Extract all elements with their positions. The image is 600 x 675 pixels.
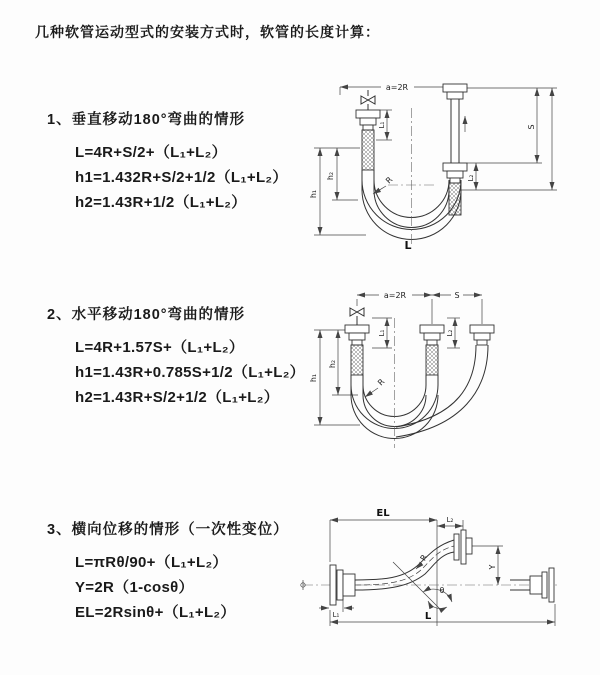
d3-dim-label-l1: L₁: [332, 611, 340, 619]
d1-label-r: R: [384, 175, 395, 186]
formula-s1-h2: h2=1.43R+1/2（L₁+L₂）: [75, 194, 247, 211]
d3-label-r: R: [418, 553, 430, 563]
d1-braided-hose-left: [362, 130, 374, 170]
d2-radius-callout: [365, 377, 387, 397]
d2-braided-hose-left: [351, 345, 363, 375]
diagram-lateral-displacement: [295, 490, 595, 655]
d2-valve-icon: [350, 308, 364, 325]
d1-right-fitting: [443, 84, 467, 215]
d3-dim-label-el: EL: [376, 508, 390, 519]
d1-dim-label-l2: L₂: [467, 174, 475, 182]
diagram-horizontal-180: [300, 280, 590, 465]
d1-dim-label-s: S: [527, 124, 536, 130]
section-2-heading: 2、水平移动180°弯曲的情形: [47, 307, 246, 323]
section-1-heading: 1、垂直移动180°弯曲的情形: [47, 112, 246, 128]
d2-dim-label-l2: L₂: [446, 329, 454, 337]
formula-s1-h1: h1=1.432R+S/2+1/2（L₁+L₂）: [75, 169, 288, 186]
formula-s3-EL: EL=2Rsinθ+（L₁+L₂）: [75, 604, 236, 621]
d3-hose-s-curve: [355, 540, 454, 590]
d3-angle-construction: [393, 562, 452, 610]
d3-dim-label-l: L: [424, 611, 432, 622]
formula-s2-L: L=4R+1.57S+（L₁+L₂）: [75, 339, 245, 356]
diagram-vertical-180: [300, 70, 590, 270]
d2-dim-label-h1: h₁: [309, 373, 318, 383]
d3-dim-label-y: Y: [488, 564, 497, 570]
d3-left-flange: [330, 565, 355, 605]
d1-dim-label-l1: L₁: [378, 121, 386, 129]
d1-dim-label-h1: h₁: [309, 189, 318, 199]
d2-dim-label-a2r: a=2R: [383, 291, 407, 300]
d2-hose-u-bend: [351, 345, 488, 439]
d1-label-l: L: [404, 239, 412, 252]
d3-displaced-flange: [454, 530, 472, 564]
d2-braided-hose-middle: [426, 345, 438, 375]
section-lateral-displacement: [47, 518, 289, 626]
d3-dim-label-l2: L₂: [446, 516, 454, 524]
d2-dim-label-l1: L₁: [378, 329, 386, 337]
d2-middle-fitting: [420, 325, 444, 375]
formula-s3-Y: Y=2R（1-cosθ）: [75, 579, 194, 596]
d1-dim-label-h2: h₂: [326, 171, 335, 181]
d2-left-fitting: [345, 325, 369, 375]
d1-valve-icon: [361, 90, 375, 110]
d2-dim-label-s: S: [454, 291, 460, 300]
d2-label-r: R: [376, 377, 387, 388]
d2-right-fitting: [470, 325, 494, 345]
d2-dimension-lines: [309, 290, 482, 425]
d1-dim-label-a2r: a=2R: [385, 83, 409, 92]
formula-s1-L: L=4R+S/2+（L₁+L₂）: [75, 144, 227, 161]
section-3-heading: 3、横向位移的情形（一次性变位）: [47, 522, 289, 538]
section-horizontal-180: [47, 303, 305, 411]
d1-radius-callout: [373, 175, 395, 194]
d1-dimension-lines: [309, 81, 557, 235]
page-title: 几种软管运动型式的安装方式时，软管的长度计算：: [35, 24, 380, 40]
d2-dim-label-h2: h₂: [328, 359, 337, 369]
formula-s3-L: L=πRθ/90+（L₁+L₂）: [75, 554, 228, 571]
formula-s2-h2: h2=1.43R+S/2+1/2（L₁+L₂）: [75, 389, 280, 406]
d3-original-flange: [510, 568, 554, 602]
section-vertical-180: [47, 108, 288, 216]
d3-radius-callout: [416, 553, 429, 569]
formula-s2-h1: h1=1.43R+0.785S+1/2（L₁+L₂）: [75, 364, 305, 381]
d3-label-theta: θ: [439, 586, 445, 595]
